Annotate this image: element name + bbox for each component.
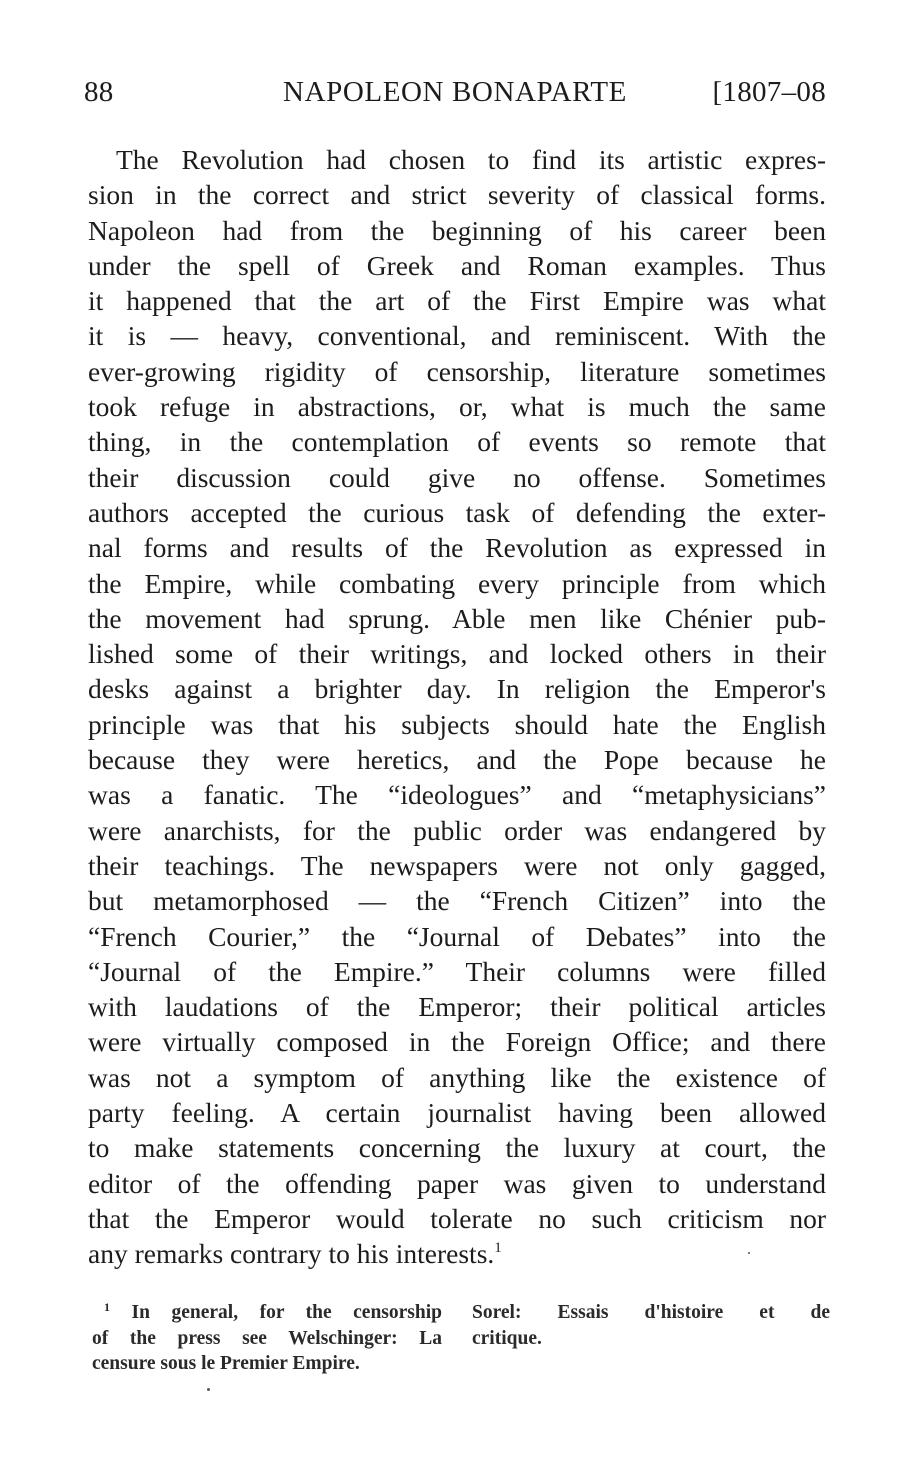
text-line: “Journal of the Empire.” Their columns were filled [88, 955, 826, 987]
ink-speck [748, 1252, 750, 1254]
text-line: the movement had sprung. Able men like Chénier pub- [88, 602, 826, 634]
footnote-line: censure sous le Premier Empire. [92, 1353, 360, 1374]
text-line: it is — heavy, conventional, and reminiscent. With the [88, 320, 826, 352]
last-line-text: any remarks contrary to his interests. [88, 1238, 495, 1270]
footnote-line: Sorel: Essais d'histoire et de [472, 1302, 830, 1323]
book-title: NAPOLEON BONAPARTE [283, 76, 627, 108]
text-line: was a fanatic. The “ideologues” and “metaphysicians” [88, 779, 826, 811]
text-line: nal forms and results of the Revolution as expressed in [88, 532, 826, 564]
text-line: authors accepted the curious task of defending the exter- [88, 496, 826, 528]
text-line: lished some of their writings, and locked others in their [88, 638, 826, 670]
footnote-line-text: In general, for the censorship [131, 1302, 442, 1323]
footnote-line: of the press see Welschinger: La [92, 1327, 442, 1349]
text-line: “French Courier,” the “Journal of Debates” into the [88, 920, 826, 952]
text-line: The Revolution had chosen to find its artistic expres- [116, 144, 826, 175]
text-line: because they were heretics, and the Pope because he [88, 744, 826, 776]
page-number: 88 [84, 76, 114, 108]
text-line: principle was that his subjects should hate the English [88, 708, 826, 740]
text-line: took refuge in abstractions, or, what is much the same [88, 391, 826, 423]
body-paragraph [88, 142, 826, 1272]
footnote-reference: 1 [494, 1240, 502, 1257]
text-line: were anarchists, for the public order was endangered by [88, 814, 826, 846]
text-line: the Empire, while combating every principle from which [88, 567, 826, 599]
text-line: but metamorphosed — the “French Citizen” into the [88, 885, 826, 917]
text-line: desks against a brighter day. In religion the Emperor's [88, 673, 826, 705]
footnote-column-left [92, 1300, 442, 1377]
date-range: [1807–08 [712, 76, 826, 108]
ink-speck [207, 1388, 210, 1391]
footnote-line: critique. [472, 1327, 542, 1349]
text-line: to make statements concerning the luxury at court, the [88, 1132, 826, 1164]
text-line: that the Emperor would tolerate no such criticism nor [88, 1202, 826, 1234]
text-line: editor of the offending paper was given to understand [88, 1167, 826, 1199]
text-line-last [88, 1236, 826, 1271]
text-line: their teachings. The newspapers were not only gagged, [88, 849, 826, 881]
running-head [84, 76, 826, 120]
text-line: with laudations of the Emperor; their political articles [88, 991, 826, 1023]
footnote-line [92, 1300, 442, 1326]
text-line: it happened that the art of the First Empire was what [88, 285, 826, 317]
text-line: Napoleon had from the beginning of his career been [88, 214, 826, 246]
footnote-column-right [472, 1300, 830, 1351]
text-line: thing, in the contemplation of events so remote that [88, 426, 826, 458]
footnote-marker: 1 [104, 1300, 110, 1314]
text-line: was not a symptom of anything like the existence of [88, 1061, 826, 1093]
text-line: their discussion could give no offense. Sometimes [88, 461, 826, 493]
text-line: were virtually composed in the Foreign Office; and there [88, 1026, 826, 1058]
text-line: under the spell of Greek and Roman examples. Thus [88, 249, 826, 281]
text-line: sion in the correct and strict severity of classical forms. [88, 179, 826, 211]
text-line: party feeling. A certain journalist having been allowed [88, 1097, 826, 1129]
text-line: ever-growing rigidity of censorship, literature sometimes [88, 355, 826, 387]
